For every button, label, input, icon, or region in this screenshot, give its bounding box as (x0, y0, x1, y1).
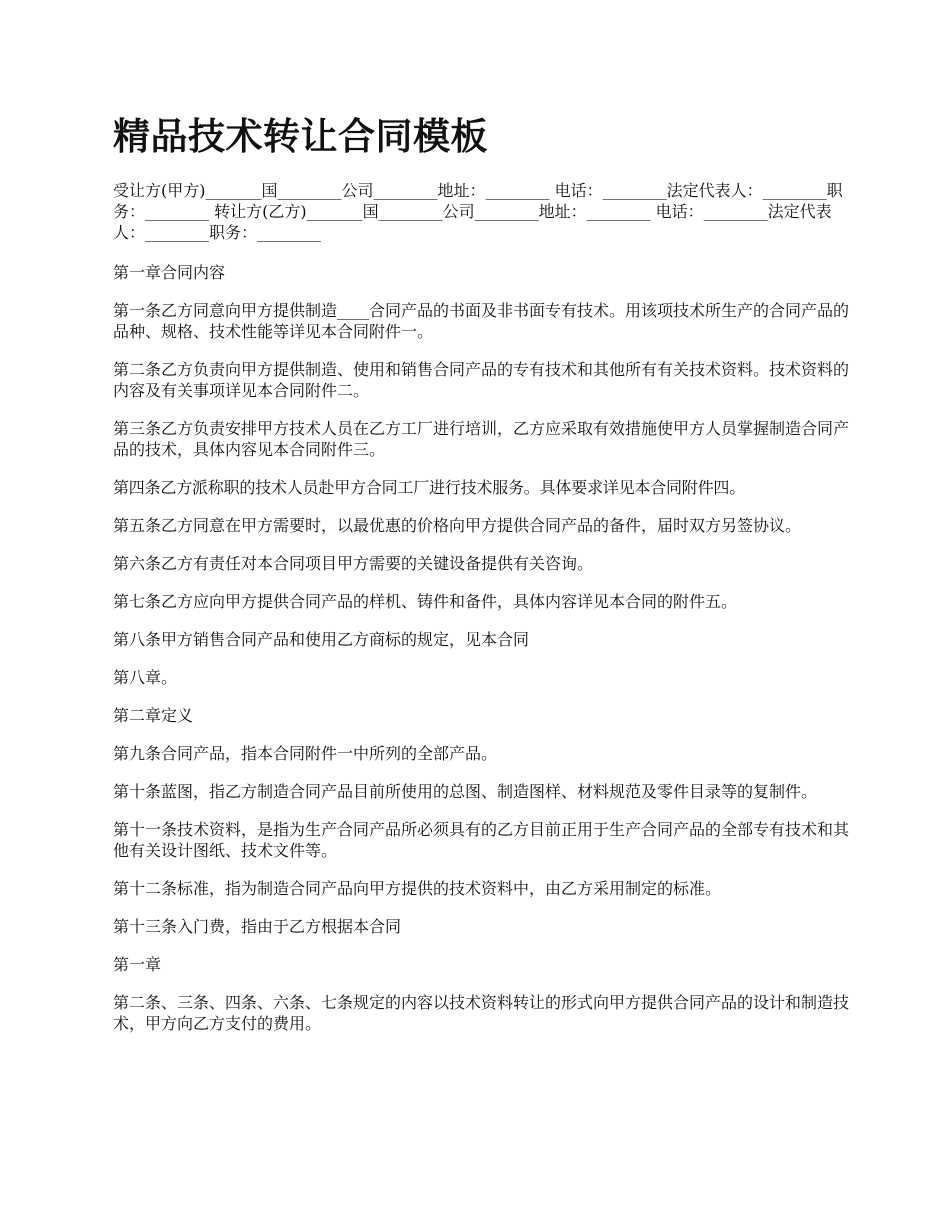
article-paragraph: 第六条乙方有责任对本合同项目甲方需要的关键设备提供有关咨询。 (113, 554, 594, 573)
document-title: 精品技术转让合同模板 (113, 114, 488, 158)
article-paragraph: 第八条甲方销售合同产品和使用乙方商标的规定，见本合同 (113, 630, 530, 649)
article-paragraph: 第二条、三条、四条、六条、七条规定的内容以技术资料转让的形式向甲方提供合同产品的设计和制造技术，甲方向乙方支付的费用。 (113, 993, 850, 1033)
chapter-heading: 第二章定义 (113, 706, 194, 725)
article-paragraph: 第十二条标准，指为制造合同产品向甲方提供的技术资料中，由乙方采用制定的标准。 (113, 879, 722, 898)
article-paragraph: 第三条乙方负责安排甲方技术人员在乙方工厂进行培训，乙方应采取有效措施使甲方人员掌握制造合同产品的技术，具体内容见本合同附件三。 (113, 419, 850, 459)
parties-paragraph: 受让方(甲方)_______国________公司________地址：________ 电话：________法定代表人：________职务：________ 转让方(乙方)_______国________公司________地址：________ 电话：________法定代表人：________职务：________ (113, 181, 843, 242)
article-paragraph: 第十条蓝图，指乙方制造合同产品目前所使用的总图、制造图样、材料规范及零件目录等的复制件。 (113, 782, 818, 801)
article-paragraph: 第一条乙方同意向甲方提供制造____合同产品的书面及非书面专有技术。用该项技术所生产的合同产品的品种、规格、技术性能等详见本合同附件一。 (113, 301, 850, 341)
article-paragraph: 第五条乙方同意在甲方需要时，以最优惠的价格向甲方提供合同产品的备件，届时双方另签协议。 (113, 516, 802, 535)
article-paragraph: 第十三条入门费，指由于乙方根据本合同 (113, 917, 402, 936)
article-paragraph: 第二条乙方负责向甲方提供制造、使用和销售合同产品的专有技术和其他所有有关技术资料。技术资料的内容及有关事项详见本合同附件二。 (113, 360, 850, 400)
article-paragraph: 第九条合同产品，指本合同附件一中所列的全部产品。 (113, 744, 498, 763)
chapter-heading: 第一章合同内容 (113, 263, 226, 282)
article-paragraph: 第十一条技术资料，是指为生产合同产品所必须具有的乙方目前正用于生产合同产品的全部专有技术和其他有关设计图纸、技术文件等。 (113, 820, 850, 860)
article-paragraph: 第四条乙方派称职的技术人员赴甲方合同工厂进行技术服务。具体要求详见本合同附件四。 (113, 478, 746, 497)
article-paragraph: 第八章。 (113, 668, 178, 687)
article-paragraph: 第一章 (113, 955, 162, 974)
document-body (113, 180, 853, 1051)
article-paragraph: 第七条乙方应向甲方提供合同产品的样机、铸件和备件，具体内容详见本合同的附件五。 (113, 592, 738, 611)
